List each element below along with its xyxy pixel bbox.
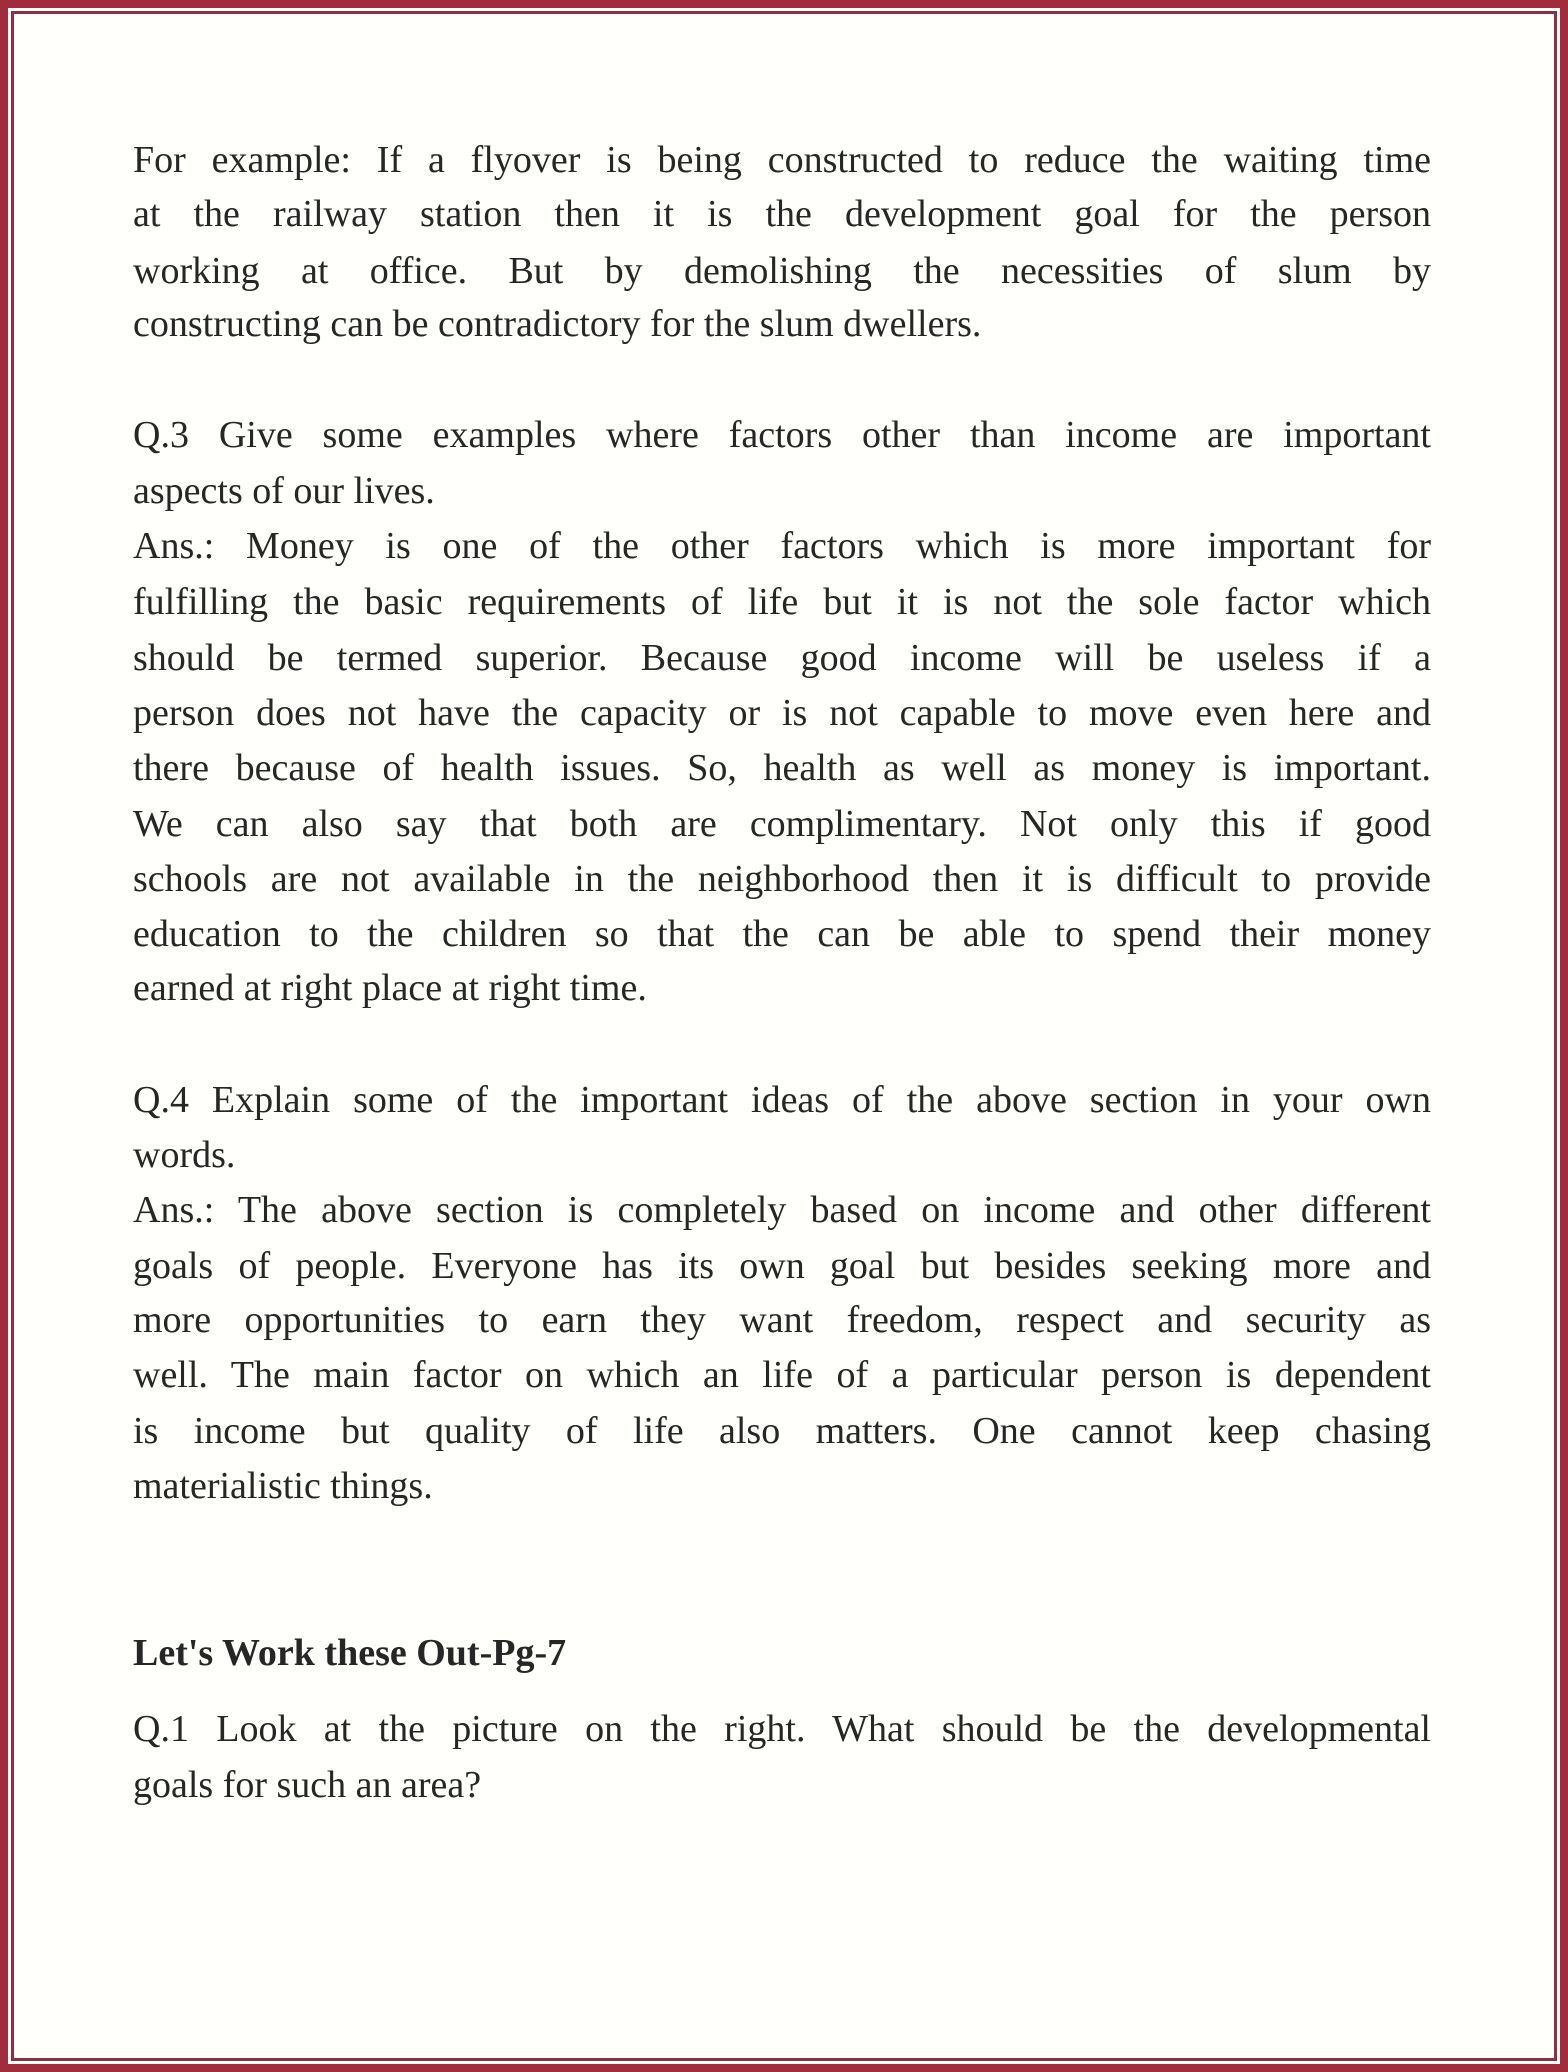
q3-answer-line: earned at right place at right time. (133, 967, 647, 1009)
intro-line: For example: If a flyover is being constructed to reduce the waiting time (133, 139, 1431, 181)
q4-question-line: Q.4 Explain some of the important ideas of the above section in your own (133, 1079, 1431, 1121)
q4-answer-line: is income but quality of life also matters. One cannot keep chasing (133, 1410, 1431, 1452)
q3-question-line: aspects of our lives. (133, 470, 435, 512)
intro-line: at the railway station then it is the development goal for the person (133, 193, 1431, 235)
intro-line: working at office. But by demolishing the necessities of slum by (133, 250, 1431, 292)
q3-question-line: Q.3 Give some examples where factors other than income are important (133, 414, 1431, 456)
q3-answer-line: there because of health issues. So, health as well as money is important. (133, 747, 1431, 789)
intro-line: constructing can be contradictory for the slum dwellers. (133, 303, 982, 345)
q4-answer-line: more opportunities to earn they want freedom, respect and security as (133, 1299, 1431, 1341)
q3-answer-line: schools are not available in the neighborhood then it is difficult to provide (133, 858, 1431, 900)
q3-answer-line: person does not have the capacity or is not capable to move even here and (133, 692, 1431, 734)
q4-question-line: words. (133, 1134, 236, 1176)
q3-answer-line: We can also say that both are complimentary. Not only this if good (133, 803, 1431, 845)
section-heading: Let's Work these Out-Pg-7 (133, 1632, 567, 1674)
q4-answer-line: materialistic things. (133, 1465, 433, 1507)
q4-answer-line: Ans.: The above section is completely based on income and other different (133, 1189, 1431, 1231)
q3-answer-line: education to the children so that the can be able to spend their money (133, 913, 1431, 955)
q4-answer-line: goals of people. Everyone has its own goal but besides seeking more and (133, 1245, 1431, 1287)
q1-question-line: Q.1 Look at the picture on the right. What should be the developmental (133, 1708, 1431, 1750)
q3-answer-line: Ans.: Money is one of the other factors which is more important for (133, 525, 1431, 567)
q3-answer-line: fulfilling the basic requirements of life but it is not the sole factor which (133, 581, 1431, 623)
q3-answer-line: should be termed superior. Because good income will be useless if a (133, 637, 1431, 679)
q1-question-line: goals for such an area? (133, 1764, 482, 1806)
q4-answer-line: well. The main factor on which an life of a particular person is dependent (133, 1354, 1431, 1396)
